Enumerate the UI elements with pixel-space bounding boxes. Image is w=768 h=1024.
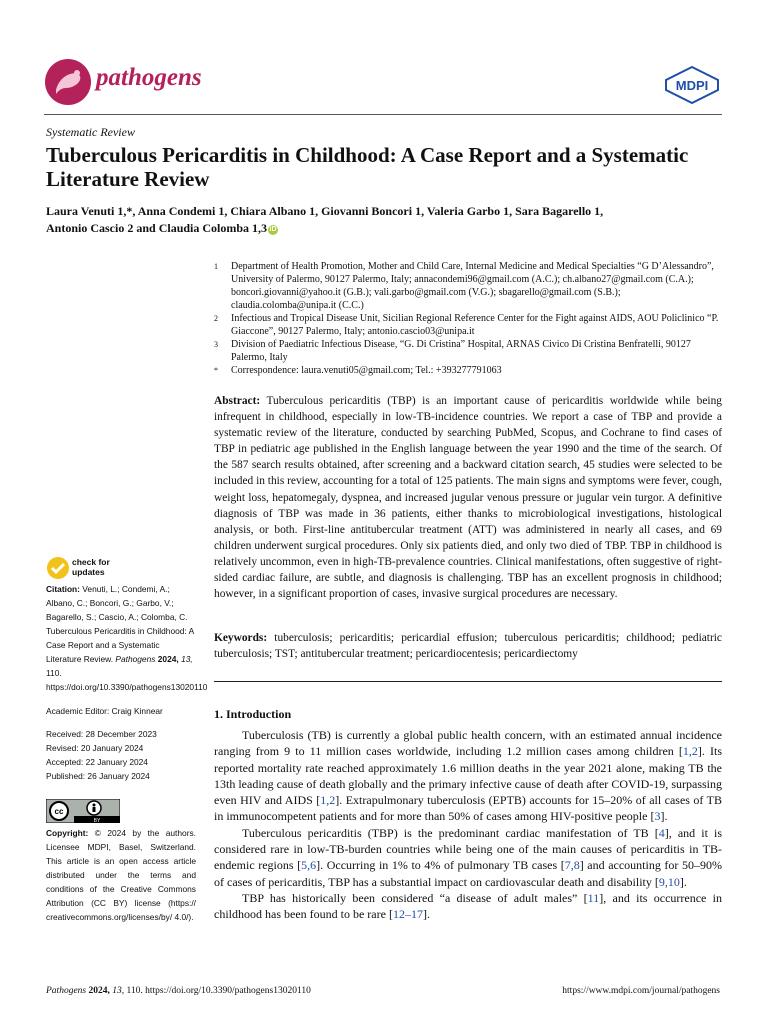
keywords xyxy=(214,630,722,662)
citation-link[interactable]: 5,6 xyxy=(301,858,317,873)
paragraph: Tuberculosis (TB) is currently a global public health concern, with an estimated annual incidence ranging from 9 to 11 million cases worldwide, including 1.2 million cases among children [1,2]. Its reported mortality rate reached approximately 1.6 million deaths in the year 2021 alone, making TB the 13th leading cause of death globally and the primary infective cause of death after COVID-19, surpassing even HIV and AIDS [1,2]. Extrapulmonary tuberculosis (EPTB) accounts for 15–20% of all cases of TB in immunocompetent patients and for more than 50% of cases among HIV-positive people [3]. xyxy=(214,728,722,824)
journal-logo-icon xyxy=(44,58,92,106)
affiliation-item: 1 Department of Health Promotion, Mother and Child Care, Internal Medicine and Medical Specialties “G D’Alessandro”, University of Palermo, 90127 Palermo, Italy; annacondemi96@gmail.com (A.C.); ch.albano27@gmail.com (C.A.); boncori.giovanni@yahoo.it (G.B.); vali.garbo@gmail.com (V.G.); sbagarello@gmail.com (S.B.); claudia.colomba@unipa.it (C.C.) xyxy=(214,261,714,311)
citation-link[interactable]: 12–17 xyxy=(392,907,423,922)
svg-text:cc: cc xyxy=(54,807,64,816)
abstract xyxy=(214,393,722,602)
journal-name: pathogens xyxy=(96,64,202,91)
abstract-text: Tuberculous pericarditis (TBP) is an important cause of pericarditis worldwide while being infrequent in childhood, especially in low-TB-incidence countries. We report a case of TBP and provide a systematic review of the literature, conducted by searching PubMed, Scopus, and Cochrane to find cases of TBP in pediatric age published in the English language between the year 1990 and the time of the search. Of the 587 search results obtained, after screening and a backward citation search, 45 studies were selected to be included in this review, accounting for a total of 125 patients. The main signs and symptoms were fever, cough, weight loss, hepatomegaly, dyspnea, and increased jugular venous pressure or jugular vein turgor. A definitive diagnosis of TBP was made in 36 patients, either thanks to microbiological investigations, histological analysis, or both. First-line antitubercular treatment (ATT) was administered in nearly all cases, and 69 children underwent surgical procedures. Only six patients died, and only two died of TBP. TBP in childhood is relatively uncommon, even in high-TB-prevalence countries. Clinical manifestations, often suggestive of right-sided cardiac failure, are subtle, and diagnosis is challenging. TBP has an excellent prognosis in childhood; however, in a significant proportion of cases, invasive surgical procedures are necessary. xyxy=(214,395,722,601)
section-divider xyxy=(214,681,722,682)
footer-journal-link[interactable]: https://www.mdpi.com/journal/pathogens xyxy=(562,986,720,996)
check-updates-icon xyxy=(46,556,70,580)
footer-citation: Pathogens 2024, 13, 110. https://doi.org/10.3390/pathogens13020110 xyxy=(46,986,311,996)
paragraph: Tuberculous pericarditis (TBP) is the predominant cardiac manifestation of TB [4], and it is considered rare in low-TB-burden countries while being one of the main causes of pericarditis in TB-endemic regions [5,6]. Occurring in 1% to 4% of pulmonary TB cases [7,8] and accounting for 50–90% of cases of pericarditis, TBP has a substantial impact on cardiovascular death and disability [9,10]. xyxy=(214,825,722,889)
keywords-label: Keywords: xyxy=(214,632,268,644)
updates-label: check for updates xyxy=(72,557,110,577)
keywords-text: tuberculosis; pericarditis; pericardial effusion; tuberculous pericarditis; childhood; pediatric tuberculosis; TST; antitubercular treatment; pericardiocentesis; pericardiectomy xyxy=(214,632,722,661)
citation-block: Citation: Venuti, L.; Condemi, A.; Albano, C.; Boncori, G.; Garbo, V.; Bagarello, S.; Cascio, A.; Colomba, C. Tuberculous Pericarditis in Childhood: A Case Report and a Systematic Literature Review. Pathogens 2024, 13, 110. https://doi.org/10.3390/pathogens13020110 xyxy=(46,584,208,692)
copyright-block: Copyright: © 2024 by the authors. Licensee MDPI, Basel, Switzerland. This article is an open access article distributed under the terms and conditions of the Creative Commons Attribution (CC BY) license (https:// creativecommons.org/licenses/by/ 4.0/). xyxy=(46,828,196,922)
abstract-label: Abstract: xyxy=(214,395,261,407)
svg-text:MDPI: MDPI xyxy=(675,78,709,93)
citation-link[interactable]: 1,2 xyxy=(320,793,336,808)
citation-link[interactable]: 7,8 xyxy=(564,858,580,873)
author-line: Antonio Cascio 2 and Claudia Colomba 1,3 iD xyxy=(46,221,277,235)
header-divider xyxy=(44,114,722,115)
check-for-updates-badge[interactable] xyxy=(46,556,118,580)
academic-editor: Academic Editor: Craig Kinnear xyxy=(46,706,163,716)
author-line: Laura Venuti 1,*, Anna Condemi 1, Chiara Albano 1, Giovanni Boncori 1, Valeria Garbo 1, Sara Bagarello 1, xyxy=(46,204,604,218)
citation-link[interactable]: 3 xyxy=(654,809,661,824)
citation-link[interactable]: 4 xyxy=(658,825,665,840)
article-title: Tuberculous Pericarditis in Childhood: A Case Report and a Systematic Literature Review xyxy=(46,143,689,191)
citation-link[interactable]: 9,10 xyxy=(658,874,680,889)
citation-link[interactable]: 11 xyxy=(587,890,600,905)
orcid-icon[interactable]: iD xyxy=(269,226,277,233)
citation-link[interactable]: 1,2 xyxy=(682,744,698,759)
introduction-body xyxy=(214,727,722,923)
article-type: Systematic Review xyxy=(46,125,135,139)
cc-by-license-icon[interactable] xyxy=(46,799,120,823)
affiliation-item: * Correspondence: laura.venuti05@gmail.com; Tel.: +393277791063 xyxy=(214,365,502,376)
paragraph: TBP has historically been considered “a disease of adult males” [11], and its occurrence in childhood has been found to be rare [12–17]. xyxy=(214,890,722,922)
section-heading: 1. Introduction xyxy=(214,707,292,721)
author-list xyxy=(46,203,726,237)
affiliations xyxy=(214,260,724,377)
svg-text:BY: BY xyxy=(93,818,101,823)
affiliation-item: 2 Infectious and Tropical Disease Unit, Sicilian Regional Reference Center for the Fight against AIDS, AOU Policlinico “P. Giaccone”, 90127 Palermo, Italy; antonio.cascio03@unipa.it xyxy=(214,313,719,337)
affiliation-item: 3 Division of Paediatric Infectious Disease, “G. Di Cristina” Hospital, ARNAS Civico Di Cristina Benfratelli, 90127 Palermo, Italy xyxy=(214,339,691,363)
dates-block: Received: 28 December 2023 Revised: 20 January 2024 Accepted: 22 January 2024 Published: 26 January 2024 xyxy=(46,729,157,781)
mdpi-logo-icon xyxy=(664,66,720,104)
